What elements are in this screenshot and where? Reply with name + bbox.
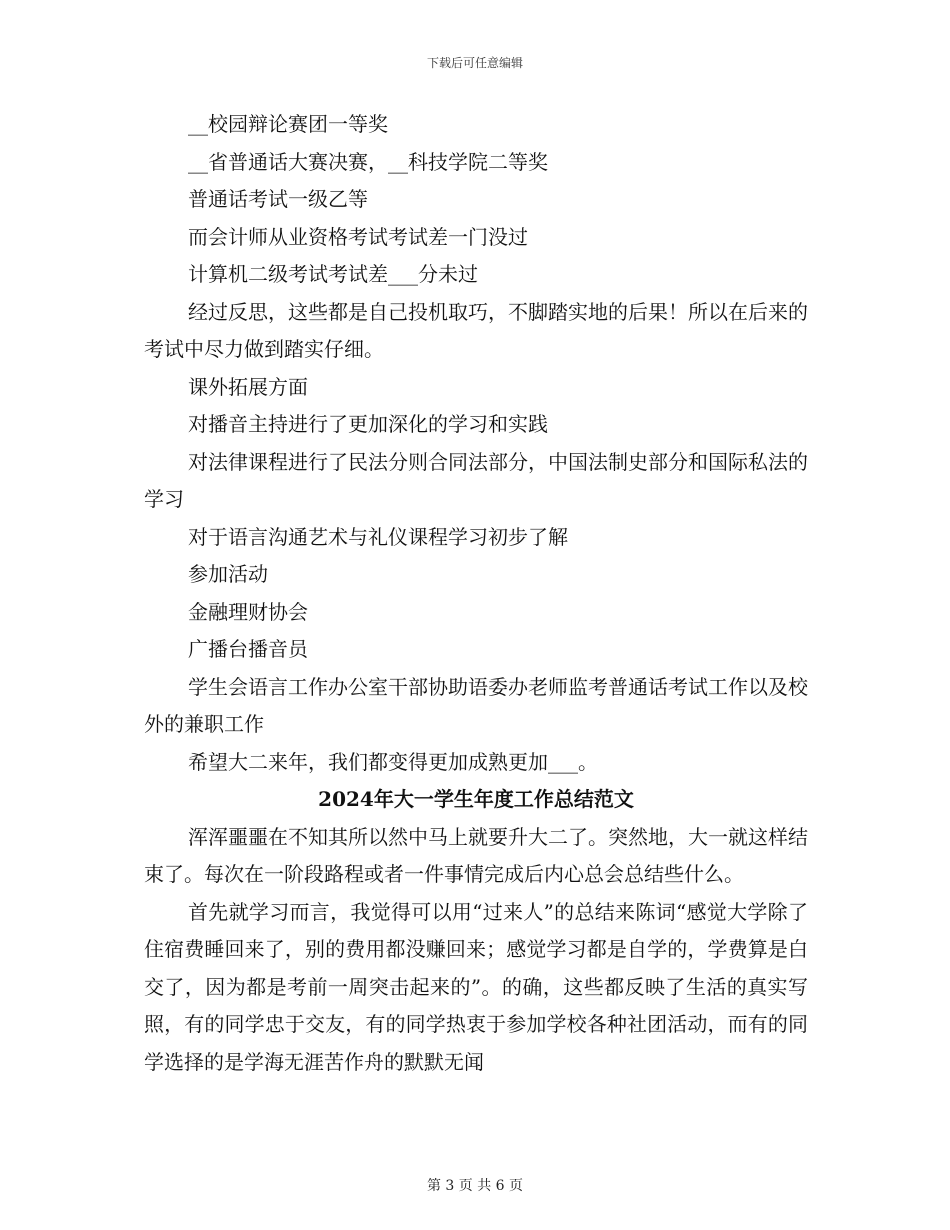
text-line: 广播台播音员 bbox=[188, 637, 308, 661]
text-line: 参加活动 bbox=[188, 562, 268, 586]
text-line: 课外拓展方面 bbox=[188, 374, 308, 399]
document-body bbox=[144, 106, 808, 1081]
text-line: 对于语言沟通艺术与礼仪课程学习初步了解 bbox=[188, 524, 568, 549]
paragraph: 浑浑噩噩在不知其所以然中马上就要升大二了。突然地，大一就这样结束了。每次在一阶段路程或者一件事情完成后内心总会总结些什么。 bbox=[144, 824, 808, 886]
paragraph: 对法律课程进行了民法分则合同法部分，中国法制史部分和国际私法的学习 bbox=[144, 449, 808, 511]
text-line: 金融理财协会 bbox=[188, 599, 308, 624]
section-title: 2024年大一学生年度工作总结范文 bbox=[318, 787, 634, 811]
text-line: 计算机二级考试考试差___分未过 bbox=[188, 262, 478, 286]
text-line: 希望大二来年，我们都变得更加成熟更加___。 bbox=[188, 749, 598, 774]
text-line: __校园辩论赛团一等奖 bbox=[188, 112, 388, 136]
text-line: 普通话考试一级乙等 bbox=[188, 187, 368, 211]
paragraph: 学生会语言工作办公室干部协助语委办老师监考普通话考试工作以及校外的兼职工作 bbox=[144, 674, 808, 736]
paragraph: 首先就学习而言，我觉得可以用“过来人”的总结来陈词“感觉大学除了住宿费睡回来了，别的费用都没赚回来；感觉学习都是自学的，学费算是白交了，因为都是考前一周突击起来的”。的确，这些都反映了生活的真实写照，有的同学忠于交友，有的同学热衷于参加学校各种社团活动，而有的同学选择的是学海无涯苦作舟的默默无闻 bbox=[144, 899, 808, 1074]
text-line: 而会计师从业资格考试考试差一门没过 bbox=[188, 224, 528, 249]
text-line: 对播音主持进行了更加深化的学习和实践 bbox=[188, 412, 548, 436]
text-line: __省普通话大赛决赛，__科技学院二等奖 bbox=[188, 149, 548, 174]
page-header: 下载后可任意编辑 bbox=[426, 56, 523, 70]
paragraph: 经过反思，这些都是自己投机取巧，不脚踏实地的后果！所以在后来的考试中尽力做到踏实仔细。 bbox=[144, 299, 808, 361]
page-footer: 第 3 页 共 6 页 bbox=[426, 1178, 524, 1194]
